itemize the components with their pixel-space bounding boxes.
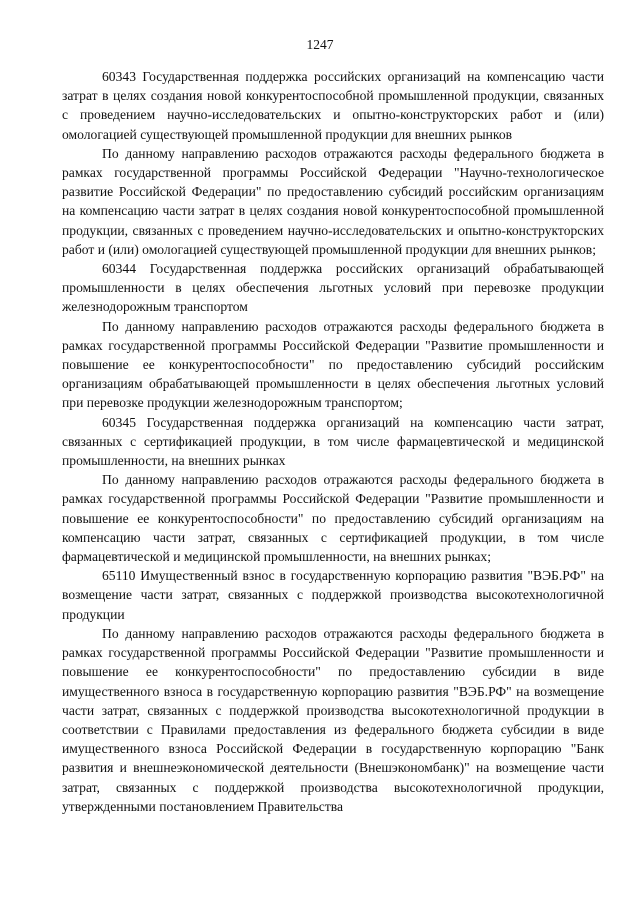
section-heading-60343: 60343 Государственная поддержка российских организаций на компенсацию части затрат в целях создания новой конкурентоспособной промышленной продукции, связанных с проведением научно-исследовательских и опытно-конструкторских работ и (или) омологацией существующей промышленной продукции для внешних рынков <box>62 69 604 142</box>
section-body-60345: По данному направлению расходов отражаются расходы федерального бюджета в рамках государственной программы Российской Федерации "Развитие промышленности и повышение ее конкурентоспособности" по предоставлению субсидий организациям на компенсацию части затрат, связанных с сертификацией продукции, в том числе фармацевтической и медицинской промышленности, на внешних рынках; <box>62 472 604 565</box>
section-heading-60344: 60344 Государственная поддержка российских организаций обрабатывающей промышленности в целях обеспечения льготных условий при перевозке продукции железнодорожным транспортом <box>62 261 604 315</box>
section-body-65110: По данному направлению расходов отражаются расходы федерального бюджета в рамках государственной программы Российской Федерации "Развитие промышленности и повышение ее конкурентоспособности" по предоставлению субсидии в виде имущественного взноса в государственную корпорацию развития "ВЭБ.РФ" на возмещение части затрат, связанных с поддержкой производства высокотехнологичной продукции в соответствии с Правилами предоставления из федерального бюджета субсидии в виде имущественного взноса Российской Федерации в государственную корпорацию "Банк развития и внешнеэкономической деятельности (Внешэкономбанк)" на возмещение части затрат, связанных с поддержкой производства высокотехнологичной продукции, утвержденными постановлением Правительства <box>62 625 604 814</box>
document-body <box>62 67 604 816</box>
page-number: 1247 <box>306 37 334 52</box>
section-body-60343: По данному направлению расходов отражаются расходы федерального бюджета в рамках государственной программы Российской Федерации "Научно-технологическое развитие Российской Федерации" по предоставлению субсидий российским организациям на компенсацию части затрат в целях создания новой конкурентоспособной промышленной продукции, связанных с проведением научно-исследовательских и опытно-конструкторских работ и (или) омологацией существующей промышленной продукции для внешних рынков; <box>62 145 604 257</box>
section-heading-65110: 65110 Имущественный взнос в государственную корпорацию развития "ВЭБ.РФ" на возмещение части затрат, связанных с поддержкой производства высокотехнологичной продукции <box>62 568 604 622</box>
section-body-60344: По данному направлению расходов отражаются расходы федерального бюджета в рамках государственной программы Российской Федерации "Развитие промышленности и повышение ее конкурентоспособности" по предоставлению субсидий российским организациям обрабатывающей промышленности в целях обеспечения льготных условий при перевозке продукции железнодорожным транспортом; <box>62 318 604 411</box>
section-heading-60345: 60345 Государственная поддержка организаций на компенсацию части затрат, связанных с сертификацией продукции, в том числе фармацевтической и медицинской промышленности, на внешних рынках <box>62 414 604 469</box>
